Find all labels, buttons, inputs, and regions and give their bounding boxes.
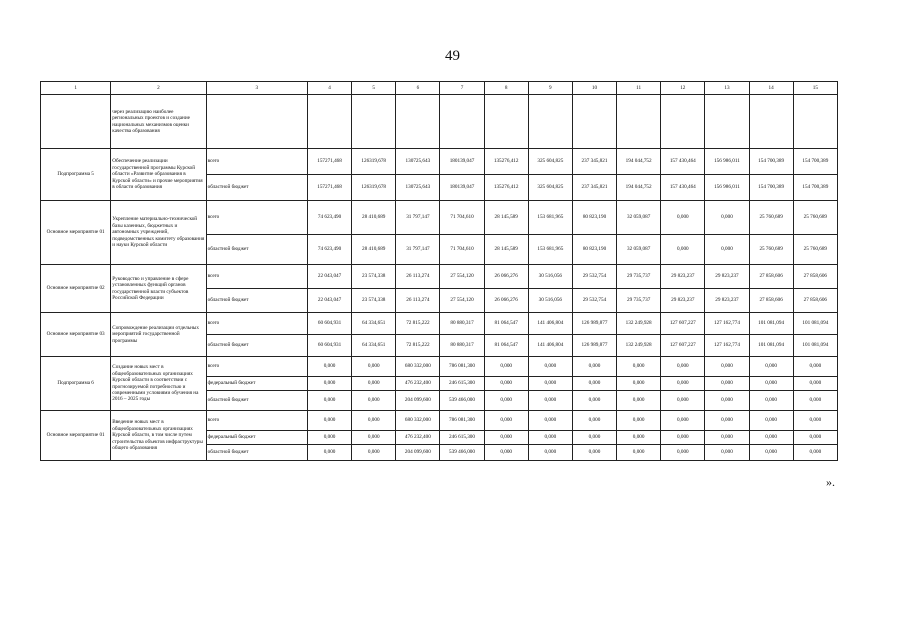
column-header: 10: [572, 82, 616, 95]
empty-cell: [484, 95, 528, 149]
value-cell: 81 064,547: [484, 313, 528, 335]
table-row: [41, 411, 838, 431]
value-cell: 0,000: [661, 201, 705, 235]
program-name: Подпрограмма 6: [41, 357, 111, 411]
table-row: [41, 149, 838, 175]
value-cell: 72 815,222: [396, 335, 440, 357]
value-cell: 154 700,389: [749, 149, 793, 175]
value-cell: 64 334,651: [352, 335, 396, 357]
value-cell: 28 145,589: [484, 201, 528, 235]
value-cell: 0,000: [793, 377, 837, 391]
value-cell: 194 044,752: [617, 149, 661, 175]
value-cell: 0,000: [528, 391, 572, 411]
column-header: 7: [440, 82, 484, 95]
value-cell: 204 099,600: [396, 391, 440, 411]
value-cell: 0,000: [661, 411, 705, 431]
empty-cell: [705, 95, 749, 149]
empty-cell: [528, 95, 572, 149]
value-cell: 27 858,606: [749, 289, 793, 313]
table-row: [41, 313, 838, 335]
funding-source: областной бюджет: [206, 445, 307, 461]
value-cell: 29 532,754: [572, 265, 616, 289]
value-cell: 26 066,276: [484, 265, 528, 289]
program-name: Основное мероприятие 01: [41, 201, 111, 265]
value-cell: 0,000: [705, 357, 749, 377]
value-cell: 246 615,300: [440, 377, 484, 391]
value-cell: 0,000: [528, 377, 572, 391]
value-cell: 0,000: [793, 391, 837, 411]
funding-source: федеральный бюджет: [206, 377, 307, 391]
funding-source: областной бюджет: [206, 175, 307, 201]
value-cell: 0,000: [572, 357, 616, 377]
value-cell: 23 574,338: [352, 265, 396, 289]
value-cell: 130725,643: [396, 175, 440, 201]
empty-cell: [440, 95, 484, 149]
funding-source: федеральный бюджет: [206, 431, 307, 445]
column-header: 1: [41, 82, 111, 95]
funding-source: областной бюджет: [206, 289, 307, 313]
value-cell: 0,000: [307, 377, 351, 391]
value-cell: 154 700,389: [793, 175, 837, 201]
value-cell: 0,000: [484, 377, 528, 391]
value-cell: 157 430,464: [661, 149, 705, 175]
value-cell: 325 604,825: [528, 175, 572, 201]
value-cell: 127 162,774: [705, 313, 749, 335]
value-cell: 0,000: [661, 357, 705, 377]
value-cell: 101 081,094: [793, 313, 837, 335]
value-cell: 0,000: [307, 445, 351, 461]
value-cell: 0,000: [352, 357, 396, 377]
value-cell: 180139,047: [440, 149, 484, 175]
value-cell: 127 607,227: [661, 335, 705, 357]
value-cell: 0,000: [307, 411, 351, 431]
value-cell: 135276,412: [484, 149, 528, 175]
value-cell: 0,000: [484, 431, 528, 445]
value-cell: 71 704,610: [440, 201, 484, 235]
value-cell: 0,000: [749, 411, 793, 431]
value-cell: 0,000: [484, 357, 528, 377]
value-cell: 81 064,547: [484, 335, 528, 357]
value-cell: 60 604,931: [307, 335, 351, 357]
value-cell: 31 797,147: [396, 201, 440, 235]
value-cell: 31 797,147: [396, 235, 440, 265]
program-name: Основное мероприятие 02: [41, 265, 111, 313]
value-cell: 29 823,237: [705, 289, 749, 313]
value-cell: 0,000: [705, 377, 749, 391]
funding-source: всего: [206, 411, 307, 431]
value-cell: 0,000: [661, 391, 705, 411]
value-cell: 0,000: [617, 391, 661, 411]
empty-cell: [661, 95, 705, 149]
column-header: 12: [661, 82, 705, 95]
value-cell: 539 466,000: [440, 445, 484, 461]
value-cell: 127 162,774: [705, 335, 749, 357]
program-name: Основное мероприятие 03: [41, 313, 111, 357]
value-cell: 0,000: [528, 445, 572, 461]
funding-source: всего: [206, 265, 307, 289]
value-cell: 154 700,389: [749, 175, 793, 201]
value-cell: 60 604,931: [307, 313, 351, 335]
value-cell: 25 760,689: [793, 201, 837, 235]
column-header: 6: [396, 82, 440, 95]
value-cell: 680 332,000: [396, 411, 440, 431]
column-header: 15: [793, 82, 837, 95]
value-cell: 132 249,928: [617, 313, 661, 335]
value-cell: 27 554,120: [440, 289, 484, 313]
column-header: 3: [206, 82, 307, 95]
value-cell: 157271,468: [307, 149, 351, 175]
empty-cell: [572, 95, 616, 149]
value-cell: 0,000: [661, 377, 705, 391]
value-cell: 80 880,317: [440, 335, 484, 357]
value-cell: 0,000: [307, 391, 351, 411]
program-description: Сопровождение реализации отдельных мероприятий государственной программы: [111, 313, 206, 357]
value-cell: 29 823,237: [661, 265, 705, 289]
table-row: [41, 357, 838, 377]
column-header: 5: [352, 82, 396, 95]
value-cell: 0,000: [793, 445, 837, 461]
value-cell: 0,000: [661, 445, 705, 461]
value-cell: 157271,468: [307, 175, 351, 201]
funding-source: всего: [206, 357, 307, 377]
funding-source: областной бюджет: [206, 235, 307, 265]
value-cell: 0,000: [749, 377, 793, 391]
funding-source: областной бюджет: [206, 335, 307, 357]
value-cell: 28 410,689: [352, 235, 396, 265]
value-cell: 180139,047: [440, 175, 484, 201]
value-cell: 101 081,094: [749, 335, 793, 357]
value-cell: 127 607,227: [661, 313, 705, 335]
value-cell: 246 615,300: [440, 431, 484, 445]
value-cell: 27 858,606: [749, 265, 793, 289]
value-cell: 0,000: [572, 377, 616, 391]
value-cell: 0,000: [307, 431, 351, 445]
value-cell: 32 059,087: [617, 201, 661, 235]
program-description: Обеспечение реализации государственной программы Курской области «Развитие образования в Курской области» и прочие мероприятия в области образования: [111, 149, 206, 201]
value-cell: 23 574,338: [352, 289, 396, 313]
value-cell: 71 704,610: [440, 235, 484, 265]
value-cell: 0,000: [705, 235, 749, 265]
column-header: 13: [705, 82, 749, 95]
value-cell: 130725,643: [396, 149, 440, 175]
budget-table: [40, 81, 838, 461]
value-cell: 0,000: [617, 411, 661, 431]
value-cell: 22 043,047: [307, 289, 351, 313]
value-cell: 680 332,000: [396, 357, 440, 377]
value-cell: 154 700,389: [793, 149, 837, 175]
empty-cell: [206, 95, 307, 149]
value-cell: 80 823,190: [572, 235, 616, 265]
value-cell: 26 066,276: [484, 289, 528, 313]
value-cell: 786 081,300: [440, 411, 484, 431]
value-cell: 0,000: [572, 431, 616, 445]
value-cell: 27 554,120: [440, 265, 484, 289]
value-cell: 0,000: [705, 411, 749, 431]
value-cell: 0,000: [793, 431, 837, 445]
program-description: Укрепление материально-технической базы казенных, бюджетных и автономных учреждений, подведомственных комитету образования и науки Курской области: [111, 201, 206, 265]
value-cell: 0,000: [705, 201, 749, 235]
value-cell: 30 516,056: [528, 265, 572, 289]
value-cell: 0,000: [749, 357, 793, 377]
value-cell: 101 081,094: [793, 335, 837, 357]
value-cell: 28 410,689: [352, 201, 396, 235]
value-cell: 0,000: [793, 357, 837, 377]
empty-cell: [307, 95, 351, 149]
column-header: 2: [111, 82, 206, 95]
program-name-cell: [41, 95, 111, 149]
value-cell: 29 823,237: [705, 265, 749, 289]
value-cell: 0,000: [528, 357, 572, 377]
program-description: Введение новых мест в общеобразовательных организациях Курской области, в том числе путем строительства объектов инфраструктуры общего образования: [111, 411, 206, 461]
program-name: Основное мероприятие 01: [41, 411, 111, 461]
value-cell: 25 760,689: [749, 201, 793, 235]
funding-source: всего: [206, 313, 307, 335]
value-cell: 237 345,821: [572, 175, 616, 201]
value-cell: 0,000: [572, 411, 616, 431]
column-header: 14: [749, 82, 793, 95]
value-cell: 156 986,011: [705, 149, 749, 175]
value-cell: 0,000: [484, 391, 528, 411]
empty-cell: [749, 95, 793, 149]
table-row: [41, 265, 838, 289]
closing-quote-mark: ».: [826, 475, 835, 489]
value-cell: 325 604,825: [528, 149, 572, 175]
value-cell: 0,000: [749, 445, 793, 461]
program-name: Подпрограмма 5: [41, 149, 111, 201]
value-cell: 0,000: [793, 411, 837, 431]
value-cell: 0,000: [352, 431, 396, 445]
value-cell: 126 989,877: [572, 335, 616, 357]
value-cell: 786 081,300: [440, 357, 484, 377]
value-cell: 157 430,464: [661, 175, 705, 201]
value-cell: 29 735,737: [617, 289, 661, 313]
value-cell: 0,000: [352, 411, 396, 431]
value-cell: 29 823,237: [661, 289, 705, 313]
column-header: 8: [484, 82, 528, 95]
value-cell: 25 760,689: [793, 235, 837, 265]
value-cell: 64 334,651: [352, 313, 396, 335]
column-header: 11: [617, 82, 661, 95]
value-cell: 476 232,400: [396, 377, 440, 391]
value-cell: 0,000: [484, 445, 528, 461]
table-row: [41, 201, 838, 235]
value-cell: 0,000: [617, 377, 661, 391]
value-cell: 0,000: [484, 411, 528, 431]
value-cell: 0,000: [617, 445, 661, 461]
value-cell: 135276,412: [484, 175, 528, 201]
value-cell: 0,000: [307, 357, 351, 377]
value-cell: 26 113,274: [396, 265, 440, 289]
value-cell: 194 044,752: [617, 175, 661, 201]
value-cell: 0,000: [705, 391, 749, 411]
value-cell: 0,000: [705, 431, 749, 445]
empty-cell: [617, 95, 661, 149]
value-cell: 74 623,490: [307, 235, 351, 265]
value-cell: 32 059,087: [617, 235, 661, 265]
value-cell: 0,000: [352, 377, 396, 391]
value-cell: 0,000: [617, 431, 661, 445]
value-cell: 0,000: [749, 431, 793, 445]
value-cell: 539 466,000: [440, 391, 484, 411]
value-cell: 153 681,965: [528, 201, 572, 235]
header-row: [41, 82, 838, 95]
value-cell: 0,000: [352, 445, 396, 461]
value-cell: 0,000: [617, 357, 661, 377]
value-cell: 0,000: [661, 235, 705, 265]
continuation-description: через реализацию наиболее региональных проектов и создание национальных механизмов оценки качества образования: [111, 95, 206, 149]
value-cell: 0,000: [572, 391, 616, 411]
program-description: Руководство и управление в сфере установленных функций органов государственной власти субъектов Российской Федерации: [111, 265, 206, 313]
program-description: Создание новых мест в общеобразовательных организациях Курской области в соответствии с прогнозируемой потребностью и современными условиями обучения на 2016 – 2025 годы: [111, 357, 206, 411]
value-cell: 27 858,606: [793, 265, 837, 289]
value-cell: 80 823,190: [572, 201, 616, 235]
column-header: 4: [307, 82, 351, 95]
value-cell: 30 516,056: [528, 289, 572, 313]
funding-source: всего: [206, 201, 307, 235]
value-cell: 26 113,274: [396, 289, 440, 313]
value-cell: 0,000: [528, 411, 572, 431]
column-header: 9: [528, 82, 572, 95]
value-cell: 22 043,047: [307, 265, 351, 289]
value-cell: 74 623,490: [307, 201, 351, 235]
value-cell: 0,000: [749, 391, 793, 411]
empty-cell: [793, 95, 837, 149]
value-cell: 476 232,400: [396, 431, 440, 445]
value-cell: 72 815,222: [396, 313, 440, 335]
value-cell: 141 406,804: [528, 313, 572, 335]
empty-cell: [396, 95, 440, 149]
value-cell: 29 735,737: [617, 265, 661, 289]
value-cell: 25 760,689: [749, 235, 793, 265]
value-cell: 101 081,094: [749, 313, 793, 335]
value-cell: 0,000: [661, 431, 705, 445]
value-cell: 237 345,821: [572, 149, 616, 175]
value-cell: 126319,678: [352, 175, 396, 201]
page-number: 49: [445, 48, 460, 64]
funding-source: всего: [206, 149, 307, 175]
value-cell: 156 986,011: [705, 175, 749, 201]
value-cell: 132 249,928: [617, 335, 661, 357]
continuation-row: [41, 95, 838, 149]
value-cell: 126319,678: [352, 149, 396, 175]
empty-cell: [352, 95, 396, 149]
value-cell: 126 989,877: [572, 313, 616, 335]
value-cell: 153 681,965: [528, 235, 572, 265]
value-cell: 0,000: [352, 391, 396, 411]
value-cell: 27 858,606: [793, 289, 837, 313]
value-cell: 204 099,600: [396, 445, 440, 461]
value-cell: 0,000: [572, 445, 616, 461]
value-cell: 80 880,317: [440, 313, 484, 335]
value-cell: 28 145,589: [484, 235, 528, 265]
value-cell: 29 532,754: [572, 289, 616, 313]
value-cell: 0,000: [528, 431, 572, 445]
value-cell: 0,000: [705, 445, 749, 461]
funding-source: областной бюджет: [206, 391, 307, 411]
value-cell: 141 406,804: [528, 335, 572, 357]
